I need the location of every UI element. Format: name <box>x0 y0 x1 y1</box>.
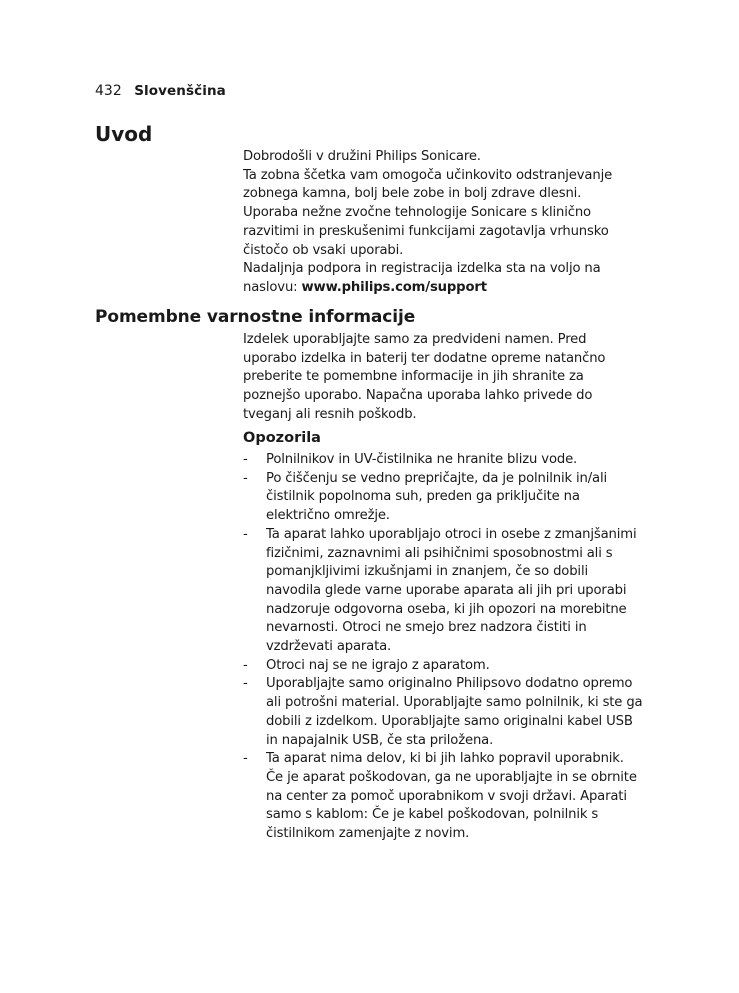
support-text: Nadaljnja podpora in registracija izdelka sta na voljo na naslovu: <box>243 261 601 295</box>
page-header <box>95 82 226 100</box>
bullet-dash: - <box>243 526 248 542</box>
warning-text: Ta aparat lahko uporabljajo otroci in osebe z zmanjšanimi fizičnimi, zaznavnimi ali psihičnimi sposobnostmi ali s pomanjkljivimi izkušnjami in znanjem, če so dobili navodila glede varne uporabe aparata ali jih pri uporabi nadzoruje odgovorna oseba, ki jih opozori na morebitne nevarnosti. Otroci ne smejo brez nadzora čistiti in vzdrževati aparata. <box>266 526 637 655</box>
safety-intro-paragraph: Izdelek uporabljajte samo za predvideni namen. Pred uporabo izdelka in baterij ter dodatne opreme natančno preberite te pomembne informacije in jih shranite za poznejšo uporabo. Napačna uporaba lahko privede do tveganj ali resnih poškodb. <box>243 332 606 422</box>
warning-item <box>243 526 643 657</box>
bullet-dash: - <box>243 751 248 767</box>
section-title-safety: Pomembne varnostne informacije <box>95 307 416 327</box>
intro-paragraph-support <box>243 260 643 297</box>
section-title-intro: Uvod <box>95 122 153 146</box>
warning-text: Polnilnikov in UV-čistilnika ne hranite blizu vode. <box>266 452 578 467</box>
intro-text <box>243 148 643 298</box>
page-number: 432 <box>95 83 122 99</box>
warnings-list <box>243 451 643 844</box>
warning-text: Otroci naj se ne igrajo z aparatom. <box>266 657 490 673</box>
warnings-title: Opozorila <box>243 430 321 446</box>
warning-item <box>243 657 643 676</box>
bullet-dash: - <box>243 676 248 692</box>
bullet-dash: - <box>243 452 248 467</box>
warning-item <box>243 470 643 526</box>
warning-text: Po čiščenju se vedno prepričajte, da je polnilnik in/ali čistilnik popolnoma suh, preden ga priključite na električno omrežje. <box>266 470 608 524</box>
support-url-link[interactable]: www.philips.com/support <box>301 279 487 295</box>
bullet-dash: - <box>243 470 248 486</box>
bullet-dash: - <box>243 657 248 673</box>
safety-intro-text <box>243 331 643 425</box>
intro-paragraph-welcome: Dobrodošli v družini Philips Sonicare. <box>243 149 481 164</box>
warning-text: Uporabljajte samo originalno Philipsovo dodatno opremo ali potrošni material. Uporabljajte samo polnilnik, ki ste ga dobili z izdelkom. Uporabljajte samo originalni kabel USB in napajalnik USB, če sta priložena. <box>266 676 643 748</box>
language-label: Slovenščina <box>134 83 226 99</box>
warning-item <box>243 750 643 844</box>
intro-paragraph-benefits: Ta zobna ščetka vam omogoča učinkovito odstranjevanje zobnega kamna, bolj bele zobe in bolj zdrave dlesni. <box>243 167 613 202</box>
intro-paragraph-technology: Uporaba nežne zvočne tehnologije Sonicare s klinično razvitimi in preskušenimi funkcijami zagotavlja vrhunsko čistočo ob vsaki uporabi. <box>243 205 609 258</box>
warning-item <box>243 451 643 470</box>
warning-text: Ta aparat nima delov, ki bi jih lahko popravil uporabnik. Če je aparat poškodovan, ga ne uporabljajte in se obrnite na center za pomoč uporabnikom v svoji državi. Aparati samo s kablom: Če je kabel poškodovan, polnilnik s čistilnikom zamenjajte z novim. <box>266 751 637 842</box>
warning-item <box>243 675 643 750</box>
